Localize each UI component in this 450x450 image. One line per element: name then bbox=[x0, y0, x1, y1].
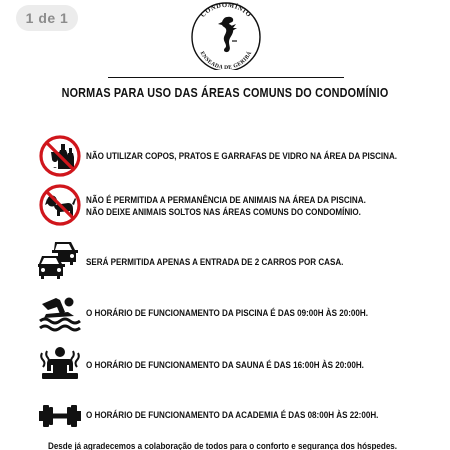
seahorse-icon bbox=[218, 17, 237, 52]
sauna-icon bbox=[38, 343, 82, 387]
cars-icon bbox=[38, 238, 82, 282]
document-title: NORMAS PARA USO DAS ÁREAS COMUNS DO CONDOMÍNIO bbox=[61, 86, 389, 100]
condominium-logo bbox=[183, 0, 269, 70]
logo-bottom-text: ENSEADA DE GERIBÁ bbox=[198, 50, 254, 70]
rule-text: SERÁ PERMITIDA APENAS A ENTRADA DE 2 CARROS POR CASA. bbox=[86, 256, 344, 267]
footer-note: Desde já agradecemos a colaboração de todos para o conforto e segurança dos hóspedes. bbox=[48, 440, 398, 450]
no-glass-bottles-icon bbox=[38, 134, 82, 178]
rule-text: NÃO É PERMITIDA A PERMANÊNCIA DE ANIMAIS NA ÁREA DA PISCINA. bbox=[86, 194, 366, 205]
page-indicator: 1 de 1 bbox=[16, 5, 78, 31]
rule-text: O HORÁRIO DE FUNCIONAMENTO DA PISCINA É DAS 09:00H ÀS 20:00H. bbox=[86, 307, 368, 318]
rule-text: NÃO DEIXE ANIMAIS SOLTOS NAS ÁREAS COMUNS DO CONDOMÍNIO. bbox=[86, 206, 361, 217]
dumbbell-icon bbox=[38, 393, 82, 437]
logo-top-text: CONDOMÍNIO bbox=[199, 1, 253, 19]
rule-text: O HORÁRIO DE FUNCIONAMENTO DA SAUNA É DAS 16:00H ÀS 20:00H. bbox=[86, 359, 364, 370]
swimmer-icon bbox=[38, 290, 82, 334]
title-divider bbox=[108, 77, 344, 78]
no-pets-icon bbox=[38, 183, 82, 227]
rule-text: O HORÁRIO DE FUNCIONAMENTO DA ACADEMIA É DAS 08:00H ÀS 22:00H. bbox=[86, 409, 379, 420]
rule-text: NÃO UTILIZAR COPOS, PRATOS E GARRAFAS DE VIDRO NA ÁREA DA PISCINA. bbox=[86, 150, 398, 161]
